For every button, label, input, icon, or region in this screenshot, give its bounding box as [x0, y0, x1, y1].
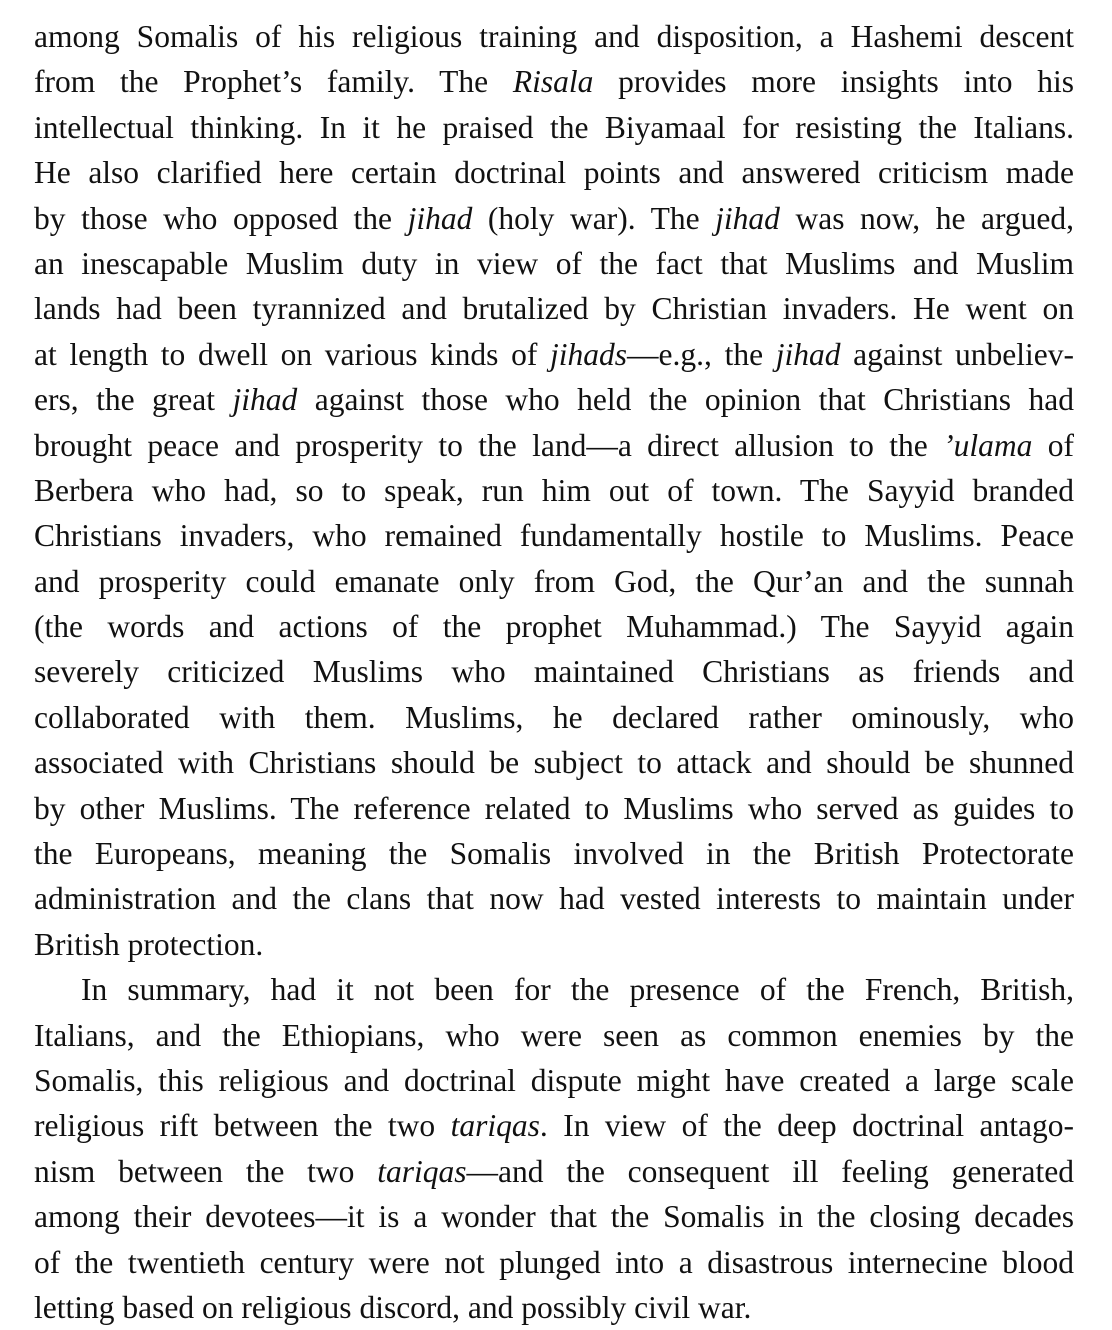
text-segment: by those who opposed the — [34, 200, 408, 236]
paragraph-2 — [34, 967, 1074, 1330]
text-segment: In summary, had it not been for the presence of the French, British, — [81, 972, 1074, 1008]
text-line — [34, 423, 1074, 468]
text-segment: . In view of the deep doctrinal antago- — [539, 1108, 1074, 1144]
text-segment: at length to dwell on various kinds of — [34, 336, 551, 372]
text-line — [34, 786, 1074, 831]
text-line — [34, 967, 1074, 1012]
text-segment: against those who held the opinion that Christians had — [297, 382, 1075, 418]
text-segment: of — [1032, 427, 1074, 463]
text-line — [34, 1013, 1074, 1058]
paragraph-1 — [34, 14, 1074, 967]
text-segment: Italians, and the Ethiopians, who were seen as common enemies by the — [34, 1017, 1074, 1053]
text-segment: (the words and actions of the prophet Muhammad.) The Sayyid again — [34, 609, 1074, 645]
text-line — [34, 241, 1074, 286]
text-segment: was now, he argued, — [779, 200, 1075, 236]
text-line — [34, 1058, 1074, 1103]
text-segment: intellectual thinking. In it he praised the Biyamaal for resisting the Italians. — [34, 109, 1074, 145]
text-segment: —e.g., the — [627, 336, 776, 372]
text-segment: the Europeans, meaning the Somalis involved in the British Protectorate — [34, 836, 1074, 872]
text-line — [34, 559, 1074, 604]
text-segment: nism between the two — [34, 1153, 378, 1189]
text-segment: an inescapable Muslim duty in view of the fact that Muslims and Muslim — [34, 245, 1074, 281]
italic-text: jihad — [232, 382, 298, 418]
italic-text: tariqas — [377, 1153, 467, 1189]
text-segment: provides more insights into his — [593, 64, 1074, 100]
text-segment: from the Prophet’s family. The — [34, 64, 513, 100]
text-segment: —and the consequent ill feeling generated — [466, 1153, 1074, 1189]
italic-text: jihads — [550, 336, 628, 372]
text-line — [34, 740, 1074, 785]
text-segment: lands had been tyrannized and brutalized by Christian invaders. He went on — [34, 291, 1074, 327]
text-segment: administration and the clans that now had vested interests to maintain under — [34, 881, 1074, 917]
text-line — [34, 1194, 1074, 1239]
text-segment: Somalis, this religious and doctrinal dispute might have created a large scale — [34, 1062, 1074, 1098]
text-segment: of the twentieth century were not plunged into a disastrous internecine blood — [34, 1244, 1074, 1280]
text-line — [34, 286, 1074, 331]
text-line — [34, 59, 1074, 104]
text-segment: by other Muslims. The reference related to Muslims who served as guides to — [34, 790, 1074, 826]
italic-text: Risala — [512, 64, 594, 100]
text-segment: among their devotees—it is a wonder that the Somalis in the closing decades — [34, 1199, 1074, 1235]
text-line — [34, 922, 1074, 967]
text-line — [34, 1285, 1074, 1330]
text-segment: ers, the great — [34, 382, 233, 418]
text-line — [34, 604, 1074, 649]
text-segment: Christians invaders, who remained fundamentally hostile to Muslims. Peace — [34, 518, 1074, 554]
text-line — [34, 513, 1074, 558]
text-segment: British protection. — [34, 926, 264, 962]
text-line — [34, 649, 1074, 694]
text-segment: against unbeliev- — [840, 336, 1075, 372]
text-segment: Berbera who had, so to speak, run him out of town. The Sayyid branded — [34, 472, 1074, 508]
text-line — [34, 1149, 1074, 1194]
text-line — [34, 695, 1074, 740]
text-segment: collaborated with them. Muslims, he declared rather ominously, who — [34, 699, 1074, 735]
text-line — [34, 150, 1074, 195]
text-line — [34, 105, 1074, 150]
text-line — [34, 377, 1074, 422]
text-line — [34, 332, 1074, 377]
text-line — [34, 196, 1074, 241]
text-segment: He also clarified here certain doctrinal points and answered criticism made — [34, 155, 1074, 191]
text-segment: and prosperity could emanate only from God, the Qur’an and the sunnah — [34, 563, 1074, 599]
text-line — [34, 831, 1074, 876]
italic-text: jihad — [715, 200, 780, 236]
text-segment: severely criticized Muslims who maintained Christians as friends and — [34, 654, 1074, 690]
text-line — [34, 1240, 1074, 1285]
italic-text: jihad — [407, 200, 473, 236]
text-segment: letting based on religious discord, and possibly civil war. — [34, 1289, 752, 1325]
text-line — [34, 1103, 1074, 1148]
document-page — [34, 14, 1074, 1330]
text-segment: (holy war). The — [472, 200, 716, 236]
text-line — [34, 876, 1074, 921]
text-segment: associated with Christians should be subject to attack and should be shunned — [34, 745, 1074, 781]
text-line — [34, 468, 1074, 513]
text-segment: among Somalis of his religious training and disposition, a Hashemi descent — [34, 19, 1074, 54]
italic-text: ’ulama — [943, 427, 1033, 463]
italic-text: jihad — [775, 336, 841, 372]
text-line — [34, 14, 1074, 59]
text-segment: religious rift between the two — [34, 1108, 451, 1144]
italic-text: tariqas — [450, 1108, 540, 1144]
text-segment: brought peace and prosperity to the land—a direct allusion to the — [34, 427, 944, 463]
